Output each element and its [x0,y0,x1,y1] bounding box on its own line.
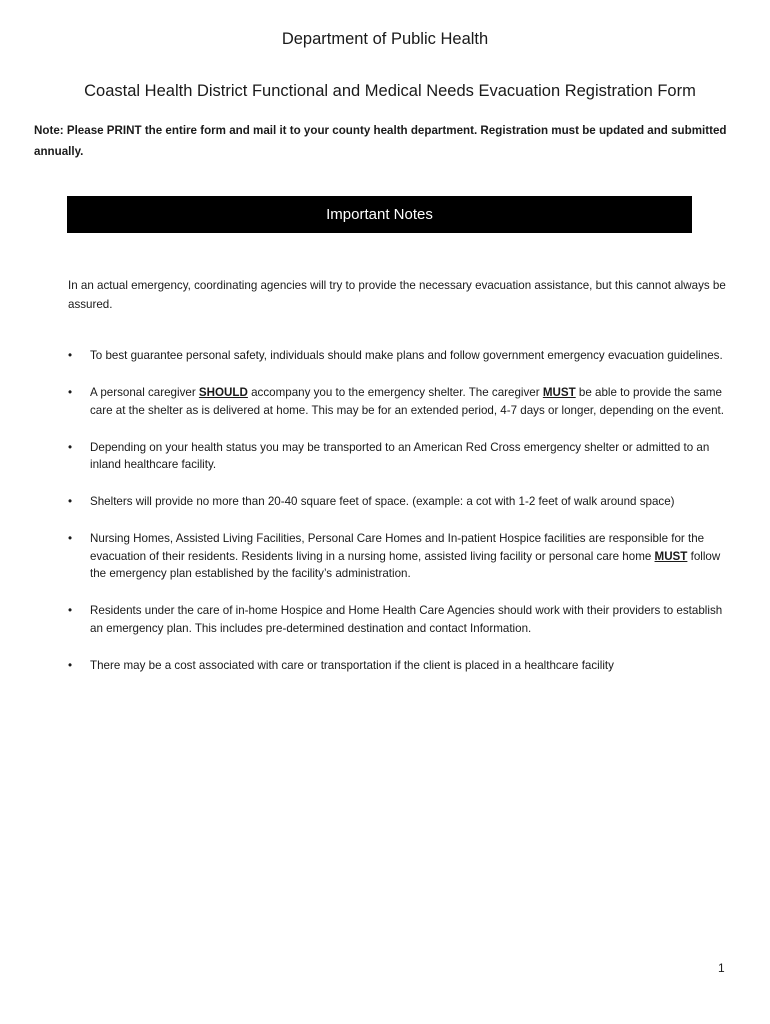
bullet-icon: • [68,495,73,508]
emphasis-must: MUST [542,386,576,399]
bullet-icon: • [68,349,73,362]
text-segment: accompany you to the emergency shelter. The caregiver [247,386,543,399]
list-item [68,530,738,583]
bullet-icon: • [68,604,73,617]
list-item-text [90,386,724,417]
bullet-icon: • [68,658,73,672]
list-item-text: Depending on your health status you may be transported to an American Red Cross emergency shelter or admitted to an inland healthcare facility. [90,440,710,471]
list-item [68,657,738,675]
page-title: Department of Public Health [281,30,489,48]
list-item [68,493,738,511]
bullet-icon: • [68,440,73,454]
list-item [68,602,738,637]
list-item-text [90,532,720,580]
emphasis-should: SHOULD [198,386,248,399]
list-item [68,439,738,474]
list-item-text: Residents under the care of in-home Hospice and Home Health Care Agencies should work with their providers to establish an emergency plan. This includes pre-determined destination and contact Information. [90,604,723,635]
text-segment: follow the emergency plan established by the facility’s administration. [90,549,721,580]
intro-paragraph: In an actual emergency, coordinating agencies will try to provide the necessary evacuation assistance, but this cannot always be assured. [68,279,726,311]
bullet-icon: • [68,386,73,399]
text-segment: A personal caregiver [90,386,199,399]
form-title: Coastal Health District Functional and Medical Needs Evacuation Registration Form [84,82,696,100]
list-item-text: Shelters will provide no more than 20-40 square feet of space. (example: a cot with 1-2 feet of walk around space) [90,495,675,508]
print-note: Note: Please PRINT the entire form and mail it to your county health department. Registration must be updated and submitted annually. [34,124,727,158]
section-title: Important Notes [326,206,433,223]
text-segment: Nursing Homes, Assisted Living Facilities, Personal Care Homes and In-patient Hospice facilities are responsible for the evacuation of their residents. Residents living in a nursing home, assisted living facility or personal care home [90,532,705,563]
list-item-text: There may be a cost associated with care or transportation if the client is placed in a healthcare facility [90,658,614,672]
notes-list [68,347,738,694]
bullet-icon: • [68,532,73,545]
list-item [68,384,738,419]
text-segment: be able to provide the same care at the shelter as is delivered at home. This may be for an extended period, 4-7 days or longer, depending on the event. [90,386,724,417]
emphasis-must: MUST [654,549,688,563]
list-item [68,347,738,365]
page-number: 1 [718,961,725,975]
list-item-text: To best guarantee personal safety, individuals should make plans and follow government emergency evacuation guidelines. [90,349,723,362]
section-banner [67,196,692,233]
